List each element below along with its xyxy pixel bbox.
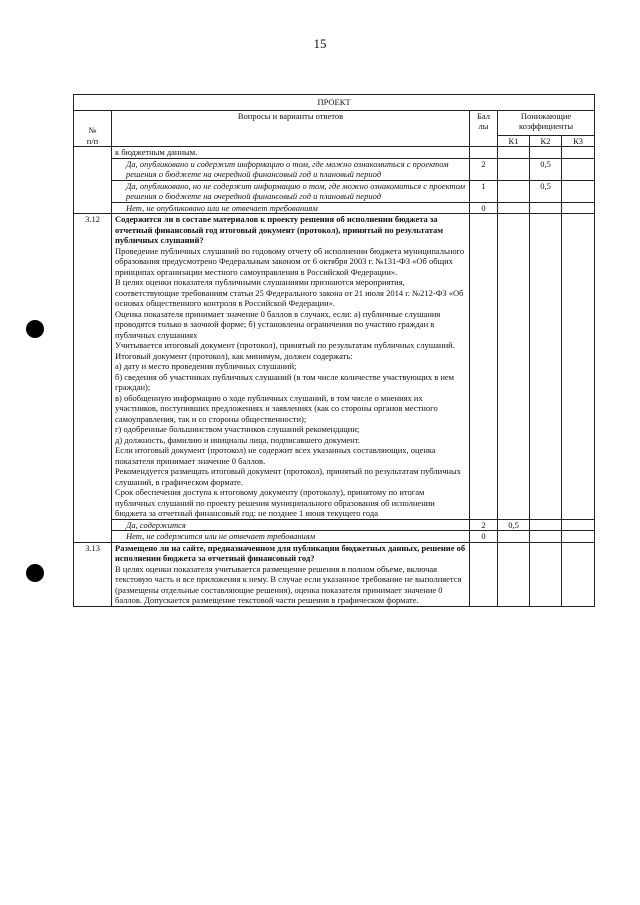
k3-cell bbox=[562, 180, 595, 202]
question-number: 3.13 bbox=[74, 542, 112, 606]
points-cell: 1 bbox=[470, 180, 498, 202]
col-header-coefficients: Понижающие коэффициенты bbox=[498, 110, 595, 135]
col-header-k3: К3 bbox=[562, 135, 595, 147]
k2-cell: 0,5 bbox=[530, 158, 562, 180]
question-number: 3.12 bbox=[74, 214, 112, 543]
binder-hole-bottom bbox=[26, 564, 44, 582]
k3-cell bbox=[562, 158, 595, 180]
question-3-13-body bbox=[112, 542, 470, 606]
k2-cell bbox=[530, 147, 562, 159]
criteria-table bbox=[73, 94, 595, 607]
k1-cell bbox=[498, 542, 530, 606]
k2-cell bbox=[530, 202, 562, 214]
k2-cell bbox=[530, 519, 562, 531]
k2-cell bbox=[530, 214, 562, 520]
points-cell: 2 bbox=[470, 519, 498, 531]
k3-cell bbox=[562, 531, 595, 543]
k2-cell: 0,5 bbox=[530, 180, 562, 202]
answer-option: Да, опубликовано, но не содержит информацию о том, где можно ознакомиться с проектом решения о бюджете на очередной финансовый год и плановый период bbox=[112, 180, 470, 202]
k3-cell bbox=[562, 519, 595, 531]
answer-option: Да, содержится bbox=[112, 519, 470, 531]
col-header-k2: К2 bbox=[530, 135, 562, 147]
k1-cell bbox=[498, 158, 530, 180]
paragraph: Оценка показателя принимает значение 0 баллов в случаях, если: а) публичные слушания проводятся только в заочной форме; б) установлены ограничения по участию граждан в публичных слушаниях bbox=[115, 308, 441, 340]
row-number-cell bbox=[74, 147, 112, 214]
points-cell bbox=[470, 214, 498, 520]
points-cell: 2 bbox=[470, 158, 498, 180]
col-header-questions: Вопросы и варианты ответов bbox=[112, 110, 470, 147]
paragraph: в) обобщенную информацию о ходе публичных слушаний, в том числе о мнениях их участников, поступивших предложениях и заявлениях (как со стороны органов местного самоуправления, так и со стороны общественности); bbox=[115, 392, 438, 424]
k3-cell bbox=[562, 147, 595, 159]
question-text: Содержится ли в составе материалов к проекту решения об исполнении бюджета за отчетный финансовый год итоговый документ (протокол), принятый по результатам публичных слушаний? bbox=[115, 214, 444, 245]
table-row bbox=[74, 531, 595, 543]
paragraph: Учитывается итоговый документ (протокол), принятый по результатам публичных слушаний. Итоговый документ (протокол), как минимум, должен содержать: bbox=[115, 340, 455, 361]
paragraph: б) сведения об участниках публичных слушаний (в том числе количестве участвующих в нем граждан); bbox=[115, 371, 455, 392]
paragraph: Проведение публичных слушаний по годовому отчету об исполнении бюджета муниципального образования предусмотрено Федеральным законом от 6 октября 2003 г. №131-ФЗ «Об общих принципах организации местного самоуправления в Российской Федерации». bbox=[115, 245, 465, 277]
paragraph: Рекомендуется размещать итоговый документ (протокол), принятый по результатам публичных слушаний, в графическом формате. bbox=[115, 466, 461, 487]
question-3-12-row bbox=[74, 214, 595, 520]
k1-cell bbox=[498, 202, 530, 214]
k1-cell bbox=[498, 214, 530, 520]
k3-cell bbox=[562, 202, 595, 214]
paragraph: Если итоговый документ (протокол) не содержит всех указанных составляющих, оценка показателя принимает значение 0 баллов. bbox=[115, 445, 436, 466]
paragraph: г) одобренные большинством участников слушаний рекомендации; bbox=[115, 424, 360, 434]
k1-cell: 0,5 bbox=[498, 519, 530, 531]
k2-cell bbox=[530, 542, 562, 606]
paragraph: В целях оценки показателя учитывается размещение решения в полном объеме, включая текстовую часть и все приложения к нему. В случае если указанное требование не выполняется (размещены отдельные составляющие решения), оценка показателя принимает значение 0 баллов. Допускается размещение текстовой части решения в графическом формате. bbox=[115, 563, 462, 605]
table-row bbox=[74, 202, 595, 214]
paragraph: В целях оценки показателя публичными слушаниями признаются мероприятия, соответствующие требованиям статьи 25 Федерального закона от 21 июля 2014 г. №212-ФЗ «Об основах общественного контроля в Российской Федерации». bbox=[115, 277, 464, 308]
col-header-k1: К1 bbox=[498, 135, 530, 147]
points-cell bbox=[470, 147, 498, 159]
answer-option: Да, опубликовано и содержит информацию о том, где можно ознакомиться с проектом решения о бюджете на очередной финансовый год и плановый период bbox=[112, 158, 470, 180]
k1-cell bbox=[498, 531, 530, 543]
binder-hole-top bbox=[26, 320, 44, 338]
answer-option: Нет, не содержится или не отвечает требованиям bbox=[112, 531, 470, 543]
points-cell bbox=[470, 542, 498, 606]
col-header-number: № п/п bbox=[74, 110, 112, 147]
k2-cell bbox=[530, 531, 562, 543]
question-3-12-body bbox=[112, 214, 470, 520]
paragraph: Срок обеспечения доступа к итоговому документу (протоколу), принятому по итогам публичных слушаний по проекту решения муниципального образования об исполнении бюджета за отчетный финансовый год: не позднее 1 июня текущего года bbox=[115, 487, 435, 518]
paragraph: д) должность, фамилию и инициалы лица, подписавшего документ. bbox=[115, 434, 360, 445]
table-row bbox=[74, 158, 595, 180]
project-header: ПРОЕКТ bbox=[74, 95, 595, 111]
k3-cell bbox=[562, 542, 595, 606]
k3-cell bbox=[562, 214, 595, 520]
page-number: 15 bbox=[313, 36, 327, 51]
points-cell: 0 bbox=[470, 202, 498, 214]
answer-option: Нет, не опубликовано или не отвечает требованиям bbox=[112, 202, 470, 214]
points-cell: 0 bbox=[470, 531, 498, 543]
question-text: Размещено ли на сайте, предназначенном для публикации бюджетных данных, решение об исполнении бюджета за отчетный финансовый год? bbox=[115, 542, 466, 563]
row-text: к бюджетным данным. bbox=[112, 147, 470, 159]
question-3-13-row bbox=[74, 542, 595, 606]
table-row bbox=[74, 180, 595, 202]
k1-cell bbox=[498, 147, 530, 159]
table-row bbox=[74, 519, 595, 531]
k1-cell bbox=[498, 180, 530, 202]
col-header-points: Бал лы bbox=[470, 110, 498, 147]
table-row bbox=[74, 147, 595, 159]
paragraph: а) дату и место проведения публичных слушаний; bbox=[115, 361, 297, 371]
